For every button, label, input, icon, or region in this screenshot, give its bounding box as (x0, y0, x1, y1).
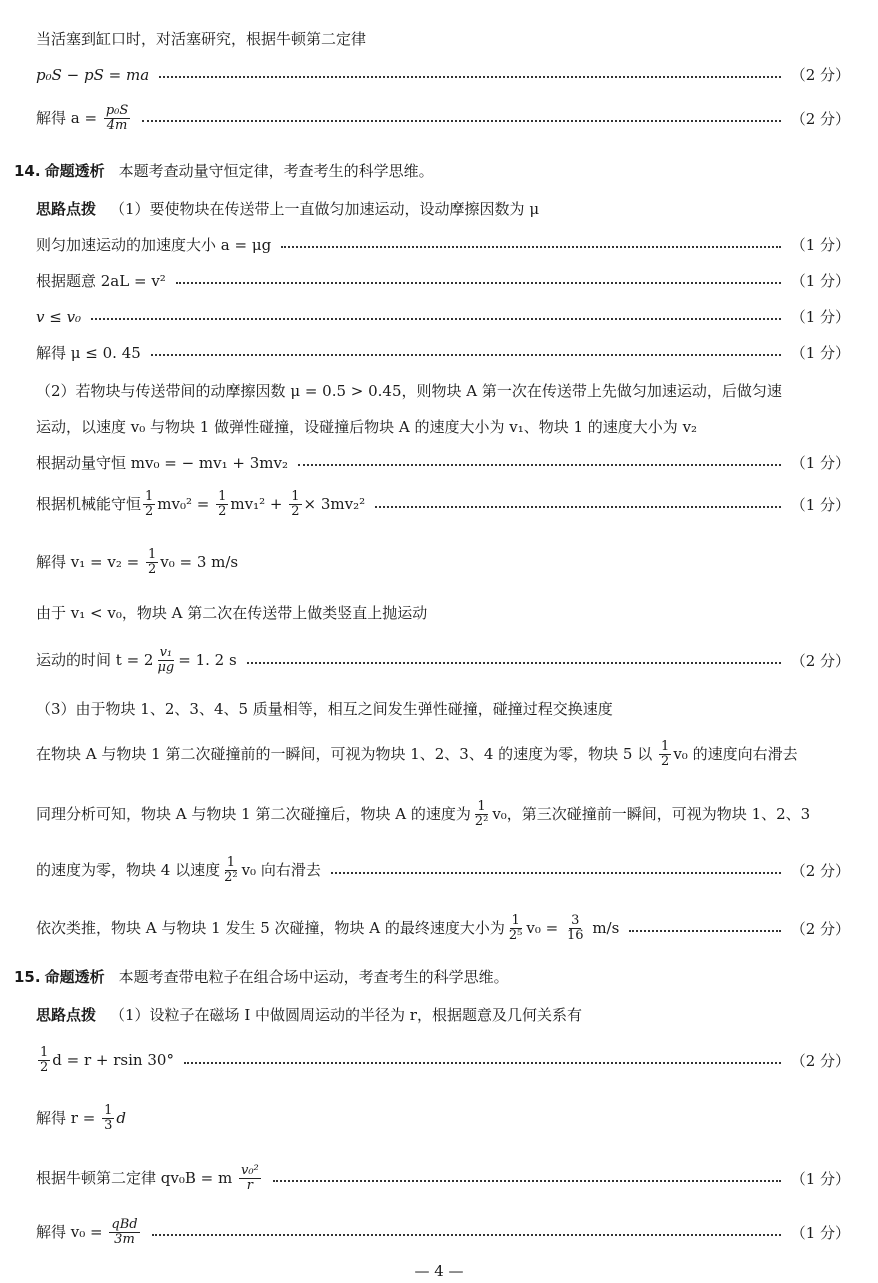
q14-para-3: （3）由于物块 1、2、3、4、5 质量相等，相互之间发生弹性碰撞，碰撞过程交换速度 (36, 700, 613, 718)
q14-line-i: 运动的时间 t = 2 $\frac{\text{v₁}}{\mu g}$ = 1. 2 s （2 分） (36, 645, 850, 676)
hint-label: 思路点拨 (36, 1006, 97, 1024)
leader-dots (152, 1234, 781, 1236)
q13-equation: p₀S − pS = ma (36, 65, 150, 84)
energy-equation: 根据机械能守恒 $\frac{1}{2}$ mv₀² = $\frac{1}{2}$ mv₁² + $\frac{1}{2}$ × 3mv₂² (36, 489, 366, 520)
leader-dots (91, 318, 781, 320)
q15-hint: 思路点拨 （1）设粒子在磁场 Ⅰ 中做圆周运动的半径为 r，根据题意及几何关系有 (36, 1006, 582, 1024)
q14-line-c: v ≤ v₀ （1 分） (36, 307, 850, 326)
q13-line-2 (36, 64, 850, 85)
score: （2 分） (790, 862, 850, 881)
question-tag: 命题透析 (44, 162, 105, 180)
score: （2 分） (790, 652, 850, 671)
q14-line-l: 的速度为零，物块 4 以速度 $\frac{1}{\text{2²}}$ v₀ 向右滑去 （2 分） (36, 855, 850, 886)
q15-line-a: $\frac{1}{2}$ d = r + rsin 30° （2 分） (40, 1045, 850, 1076)
q14-line-d: 解得 μ ≤ 0. 45 （1 分） (36, 344, 850, 362)
q14-line-f (36, 490, 850, 520)
question-number: 14. (14, 161, 41, 180)
q15-line-c: 根据牛顿第二定律 qv₀B = m $\frac{\text{v₀²}}{r}$ （1 分） (36, 1163, 850, 1194)
score: （1 分） (790, 454, 850, 472)
score: （1 分） (790, 1170, 850, 1189)
q14-heading (14, 160, 850, 181)
leader-dots (298, 464, 781, 466)
question-description: 本题考查动量守恒定律，考查考生的科学思维。 (118, 162, 434, 180)
leader-dots (176, 282, 781, 284)
q14-line-m: 依次类推，物块 A 与物块 1 发生 5 次碰撞，物块 A 的最终速度大小为 $\frac{1}{\text{2⁵}}$ v₀ = $\frac{3}{16}$ m/s （2 分） (36, 913, 850, 944)
leader-dots (184, 1062, 781, 1064)
score: （1 分） (790, 236, 850, 254)
q14-line-g: 解得 v₁ = v₂ = $\frac{1}{2}$ v₀ = 3 m/s (36, 547, 239, 578)
score: （1 分） (790, 272, 850, 290)
q13-line-1 (36, 28, 850, 49)
q14-para-2a: （2）若物块与传送带间的动摩擦因数 μ = 0.5 > 0.45，则物块 A 第一次在传送带上先做匀加速运动，后做匀速 (36, 382, 782, 400)
hint-label: 思路点拨 (36, 200, 97, 218)
leader-dots (247, 662, 781, 664)
q15-line-b: 解得 r = $\frac{1}{3}$ d (36, 1103, 126, 1134)
leader-dots (159, 76, 781, 78)
q14-para-2b: 运动，以速度 v₀ 与物块 1 做弹性碰撞，设碰撞后物块 A 的速度大小为 v₁、物块 1 的速度大小为 v₂ (36, 418, 698, 436)
score: （1 分） (790, 1224, 850, 1243)
leader-dots (629, 930, 780, 932)
leader-dots (142, 120, 780, 122)
q14-line-a: 则匀加速运动的加速度大小 a = μg （1 分） (36, 236, 850, 254)
score: （2 分） (790, 110, 850, 129)
q14-line-h: 由于 v₁ < v₀，物块 A 第二次在传送带上做类竖直上抛运动 (36, 604, 428, 622)
score: （1 分） (790, 496, 850, 515)
q14-line-e: 根据动量守恒 mv₀ = − mv₁ + 3mv₂ （1 分） (36, 454, 850, 472)
q15-heading (14, 966, 850, 987)
score: （1 分） (790, 344, 850, 362)
score: （1 分） (790, 308, 850, 326)
leader-dots (281, 246, 781, 248)
leader-dots (151, 354, 781, 356)
score: （2 分） (790, 66, 850, 84)
page-number: — 4 — (414, 1262, 464, 1280)
score: （2 分） (790, 920, 850, 939)
leader-dots (375, 506, 781, 508)
leader-dots (331, 872, 781, 874)
q13-solution: 解得 a = $\frac{\text{p₀S}}{4m}$ (36, 103, 129, 134)
q15-line-d: 解得 v₀ = $\frac{\text{qBd}}{3m}$ （1 分） (36, 1217, 850, 1248)
q14-line-j: 在物块 A 与物块 1 第二次碰撞前的一瞬间，可视为物块 1、2、3、4 的速度为零，物块 5 以 $\frac{1}{2}$ v₀ 的速度向右滑去 (36, 739, 798, 770)
question-tag: 命题透析 (44, 968, 105, 986)
question-description: 本题考查带电粒子在组合场中运动，考查考生的科学思维。 (118, 968, 509, 986)
q13-text: 当活塞到缸口时，对活塞研究，根据牛顿第二定律 (36, 30, 367, 48)
q14-line-k: 同理分析可知，物块 A 与物块 1 第二次碰撞后，物块 A 的速度为 $\frac{1}{\text{2²}}$ v₀，第三次碰撞前一瞬间，可视为物块 1、2、3 (36, 799, 811, 830)
score: （2 分） (790, 1052, 850, 1071)
q14-line-b: 根据题意 2aL = v² （1 分） (36, 272, 850, 290)
q13-line-3 (36, 104, 850, 134)
q14-hint: 思路点拨 （1）要使物块在传送带上一直做匀加速运动，设动摩擦因数为 μ (36, 200, 540, 218)
leader-dots (273, 1180, 781, 1182)
question-number: 15. (14, 967, 41, 986)
